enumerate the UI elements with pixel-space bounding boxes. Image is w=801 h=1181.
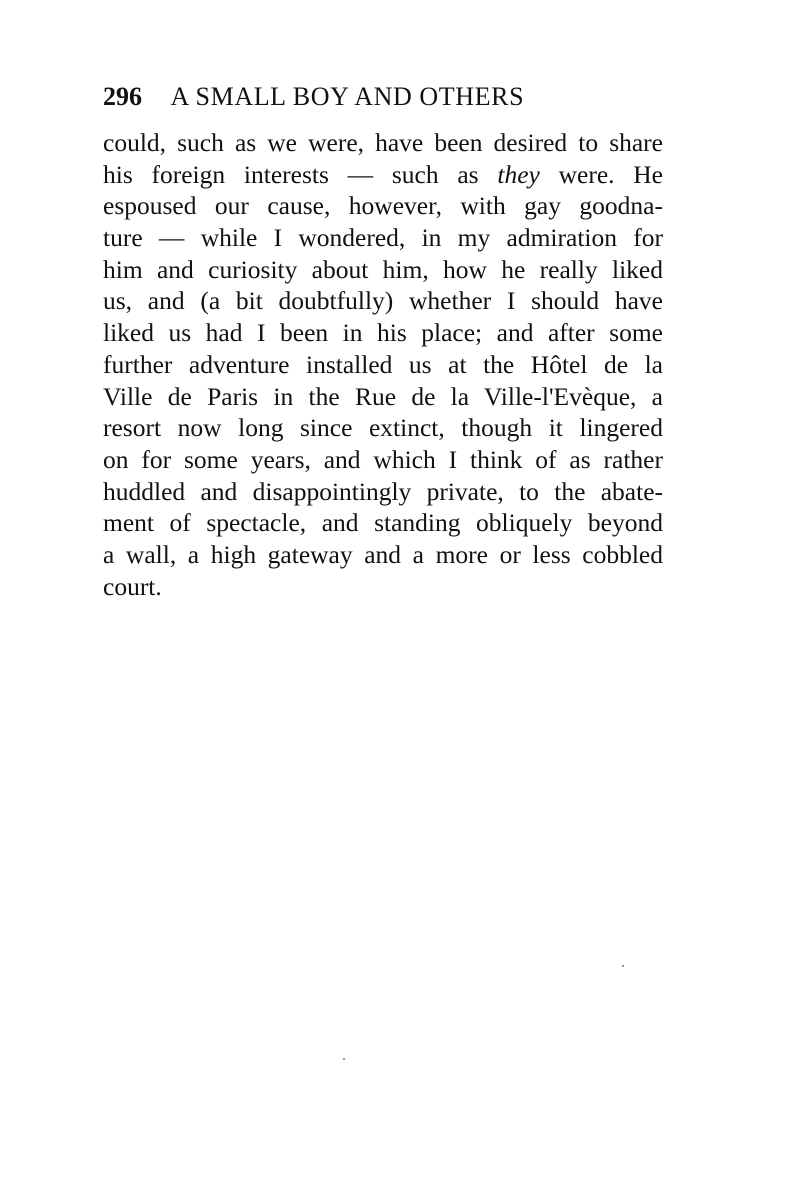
text-line [103,159,663,191]
text-line: us, and (a bit doubtfully) whether I should have [103,286,663,316]
scan-speck [343,1058,345,1060]
body-paragraph [103,127,663,602]
book-title: A SMALL BOY AND OTHERS [170,82,525,111]
text-line: Ville de Paris in the Rue de la Ville-l'Evèque, a [103,381,663,411]
text-line: liked us had I been in his place; and after some [103,318,663,348]
text-line: resort now long since extinct, though it lingered [103,413,663,443]
text-run: his foreign interests — such as [103,159,498,189]
text-line: ture — while I wondered, in my admiration for [103,223,663,253]
text-line: him and curiosity about him, how he really liked [103,254,663,284]
scan-speck [622,965,624,967]
text-line: ment of spectacle, and standing obliquely beyond [103,508,663,538]
text-line: further adventure installed us at the Hôtel de la [103,349,663,379]
text-line: could, such as we were, have been desired to share [103,128,663,157]
text-line: a wall, a high gateway and a more or less cobbled [103,539,663,569]
text-line: espoused our cause, however, with gay goodna- [103,191,663,221]
text-line: on for some years, and which I think of as rather [103,444,663,474]
italic-word: they [497,159,540,189]
page-number: 296 [103,82,142,111]
running-head [103,80,663,114]
text-line: huddled and disappointingly private, to the abate- [103,476,663,506]
text-line: court. [103,571,162,601]
text-run: were. He [539,159,663,189]
